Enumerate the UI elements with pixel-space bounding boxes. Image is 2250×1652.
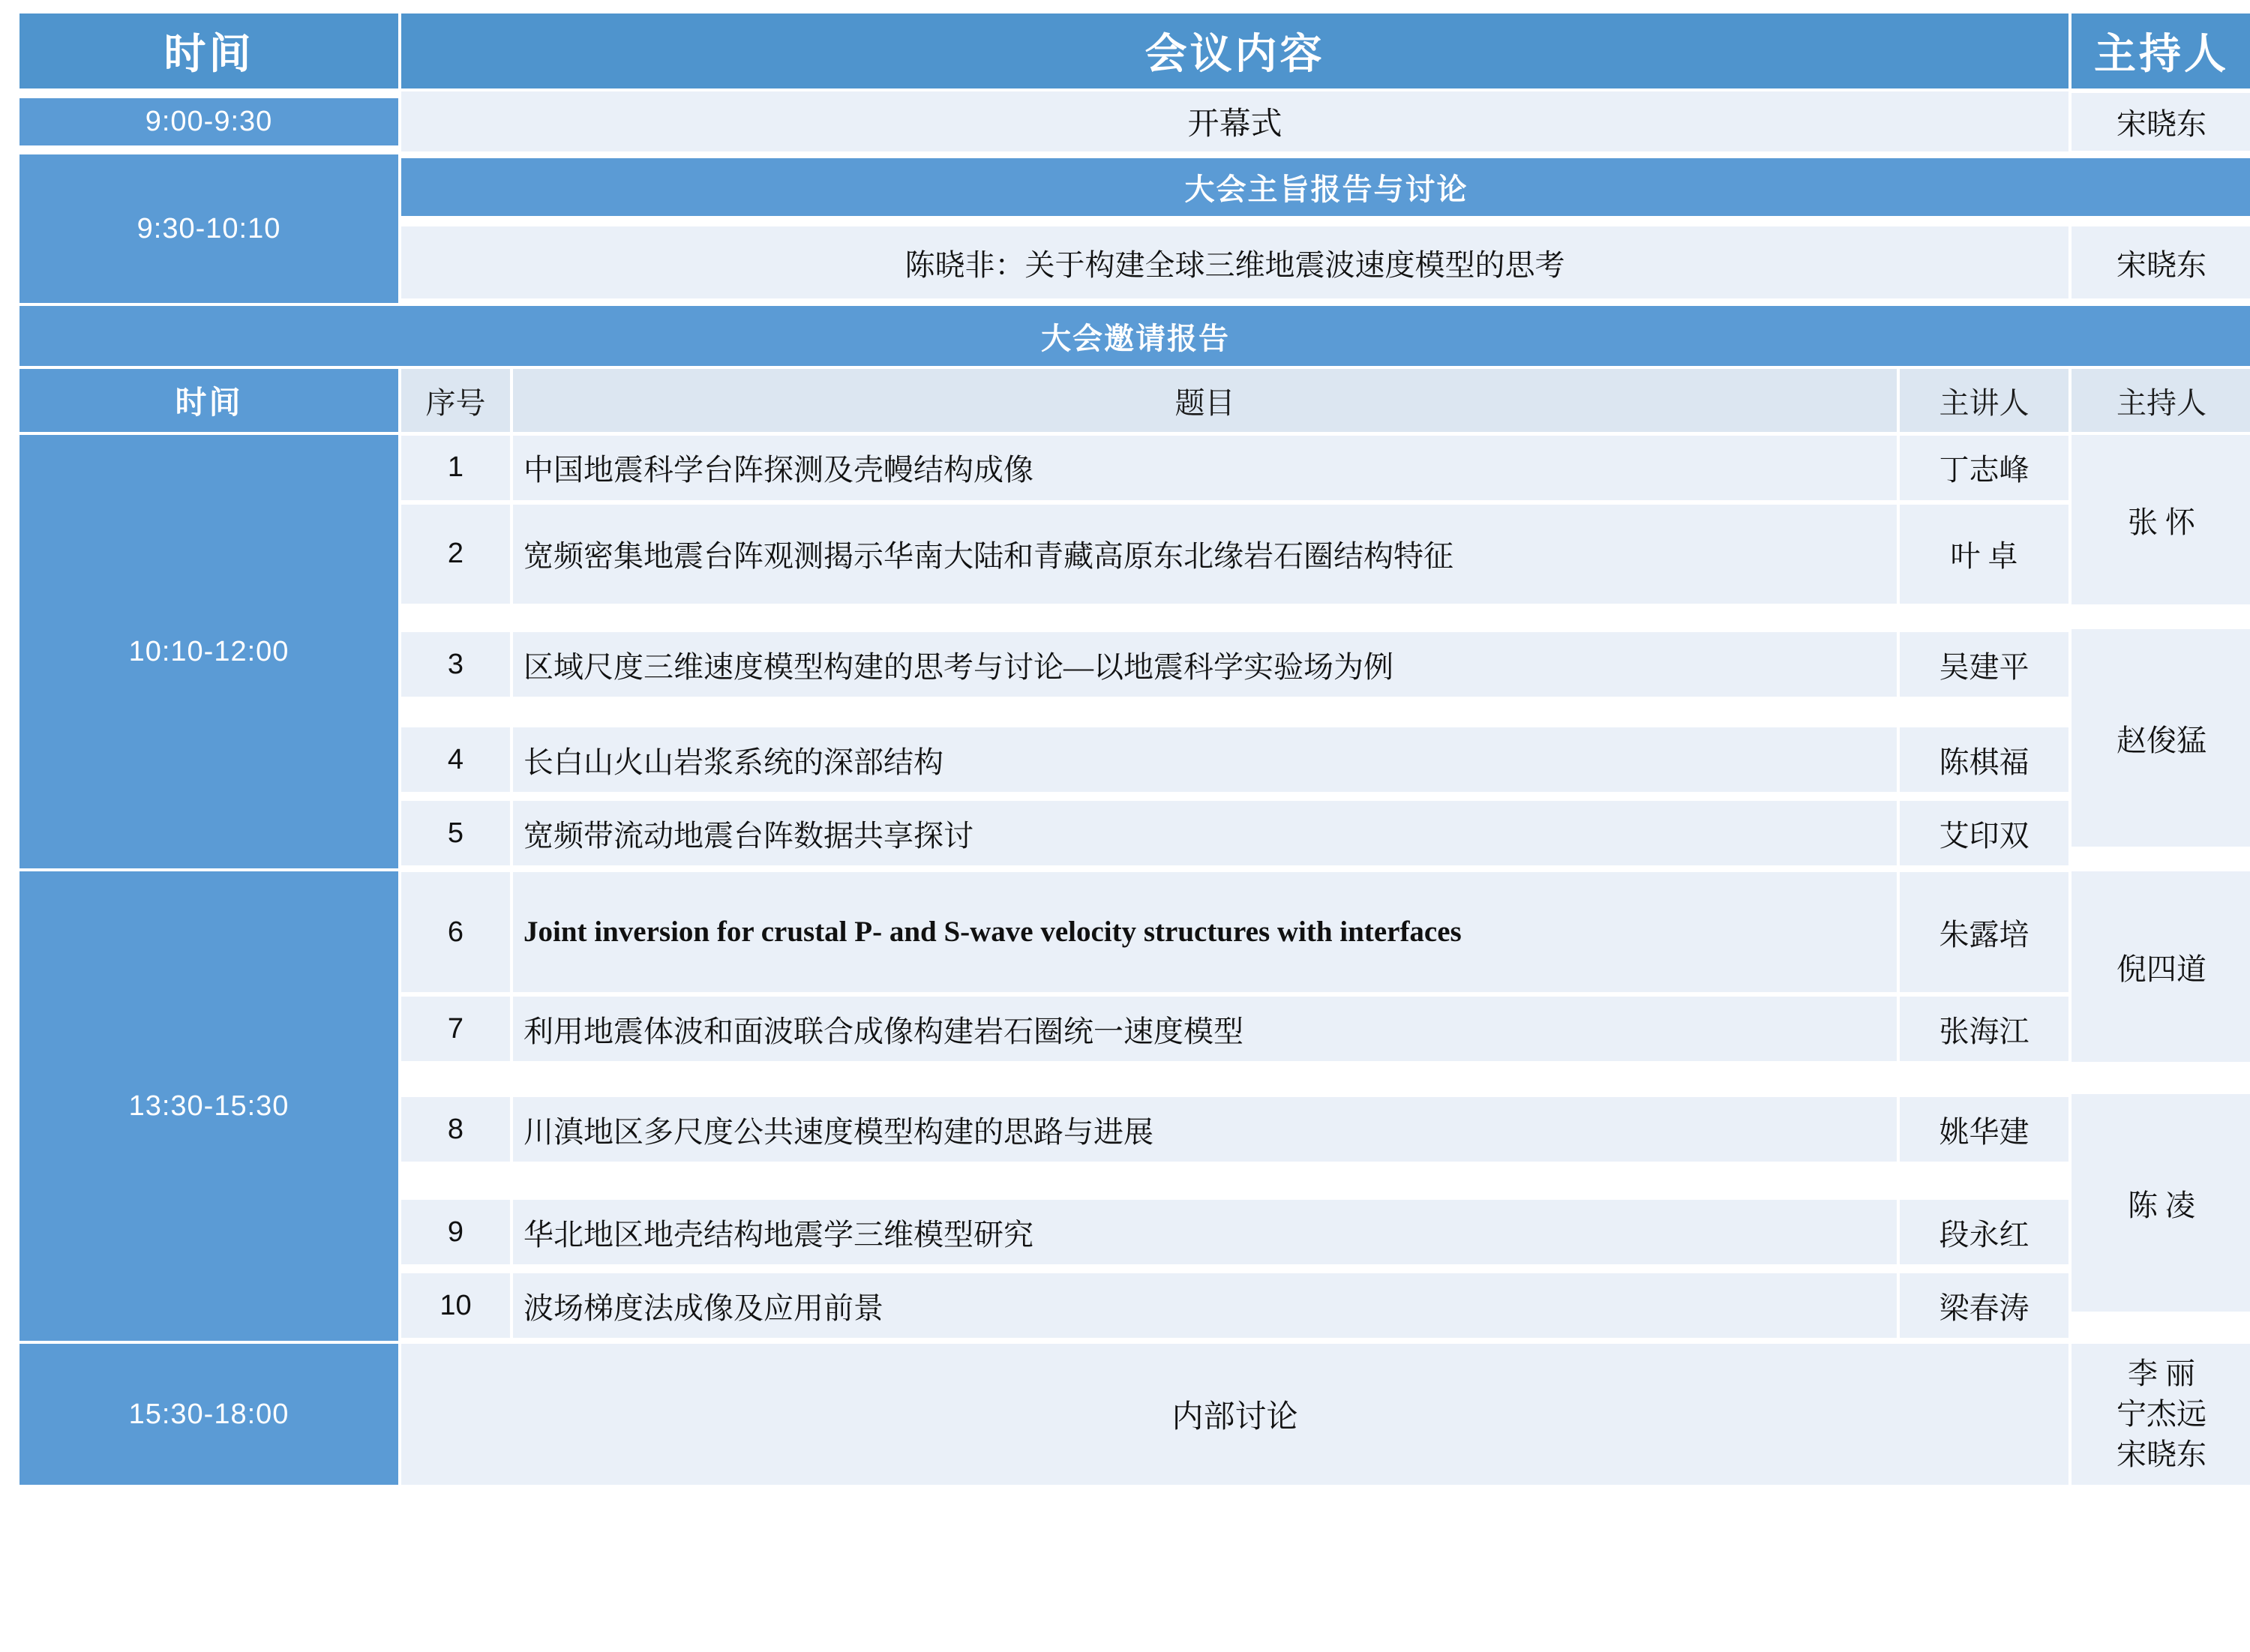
talk-index-cell <box>401 724 510 795</box>
afternoon-time: 13:30-15:30 <box>20 871 398 1341</box>
talk-title: 宽频密集地震台阵观测揭示华南大陆和青藏高原东北缘岩石圈结构特征 <box>513 505 1897 604</box>
row-opening <box>20 91 2250 151</box>
talk-speaker: 陈棋福 <box>1900 727 2068 792</box>
talk-title: Joint inversion for crustal P- and S-wave velocity structures with interfaces <box>513 872 1897 992</box>
invited-header-index: 序号 <box>401 369 510 432</box>
header-host-cell <box>2072 13 2250 88</box>
header-content-label: 会议内容 <box>401 13 2068 88</box>
keynote-time-cell <box>20 154 398 303</box>
talk-speaker: 朱露培 <box>1900 872 2068 992</box>
talk-index-cell <box>401 435 510 501</box>
discussion-host-3: 宋晓东 <box>2116 1438 2207 1471</box>
session-host-cell <box>2072 435 2250 604</box>
session-host-cell <box>2072 1065 2250 1341</box>
invited-header-index-cell <box>401 369 510 432</box>
talk-speaker-cell <box>1900 724 2068 795</box>
invited-header-time: 时间 <box>20 369 398 432</box>
talk-title: 华北地区地壳结构地震学三维模型研究 <box>513 1200 1897 1264</box>
agenda-table <box>16 10 2250 1488</box>
discussion-time-cell <box>20 1344 398 1485</box>
invited-header-host: 主持人 <box>2072 369 2250 432</box>
invited-header-speaker-cell <box>1900 369 2068 432</box>
discussion-hosts <box>2072 1344 2250 1485</box>
talk-speaker-cell <box>1900 435 2068 501</box>
session-host-afternoon-a: 倪四道 <box>2072 871 2250 1062</box>
afternoon-time-cell <box>20 871 398 1341</box>
talk-index: 5 <box>401 801 510 865</box>
talk-index: 3 <box>401 632 510 697</box>
row-invited-band <box>20 306 2250 366</box>
session-host-morning-b: 赵俊猛 <box>2072 629 2250 847</box>
talk-speaker-cell <box>1900 607 2068 721</box>
talk-speaker-cell <box>1900 798 2068 868</box>
opening-time: 9:00-9:30 <box>20 98 398 145</box>
talk-title-cell <box>513 871 1897 994</box>
talk-index-cell <box>401 798 510 868</box>
header-time-cell <box>20 13 398 88</box>
keynote-time: 9:30-10:10 <box>20 154 398 303</box>
table-row <box>20 871 2250 994</box>
morning-time-cell <box>20 435 398 868</box>
discussion-host-2: 宁杰远 <box>2116 1397 2207 1431</box>
talk-speaker-cell <box>1900 997 2068 1062</box>
opening-host: 宋晓东 <box>2072 93 2250 151</box>
row-invited-header <box>20 369 2250 432</box>
talk-index-cell <box>401 871 510 994</box>
invited-header-speaker: 主讲人 <box>1900 369 2068 432</box>
talk-title: 川滇地区多尺度公共速度模型构建的思路与进展 <box>513 1097 1897 1162</box>
opening-time-cell <box>20 91 398 151</box>
talk-speaker: 丁志峰 <box>1900 436 2068 500</box>
talk-title-cell <box>513 1065 1897 1194</box>
header-content-cell <box>401 13 2068 88</box>
talk-title-cell <box>513 1197 1897 1267</box>
invited-band-cell <box>20 306 2250 366</box>
talk-index-cell <box>401 1197 510 1267</box>
talk-speaker: 吴建平 <box>1900 632 2068 697</box>
talk-index: 2 <box>401 505 510 604</box>
invited-header-title-cell <box>513 369 1897 432</box>
talk-speaker: 梁春涛 <box>1900 1273 2068 1338</box>
invited-header-host-cell <box>2072 369 2250 432</box>
keynote-band-cell <box>401 154 2250 219</box>
invited-header-time-cell <box>20 369 398 432</box>
keynote-band-label: 大会主旨报告与讨论 <box>401 158 2250 216</box>
invited-band-label: 大会邀请报告 <box>20 306 2250 366</box>
opening-title: 开幕式 <box>401 91 2068 151</box>
opening-title-cell <box>401 91 2068 151</box>
talk-title: 波场梯度法成像及应用前景 <box>513 1273 1897 1338</box>
header-host-label: 主持人 <box>2072 13 2250 88</box>
talk-index-cell <box>401 997 510 1062</box>
talk-index-cell <box>401 607 510 721</box>
talk-speaker-cell <box>1900 504 2068 604</box>
talk-index: 6 <box>401 872 510 992</box>
keynote-title: 陈晓非：关于构建全球三维地震波速度模型的思考 <box>401 226 2068 298</box>
talk-title-cell <box>513 997 1897 1062</box>
keynote-host-cell <box>2072 222 2250 303</box>
talk-speaker-cell <box>1900 1065 2068 1194</box>
morning-time: 10:10-12:00 <box>20 435 398 868</box>
opening-host-cell <box>2072 91 2250 151</box>
talk-index-cell <box>401 504 510 604</box>
table-row <box>20 435 2250 501</box>
talk-index-cell <box>401 1065 510 1194</box>
talk-speaker-cell <box>1900 871 2068 994</box>
talk-speaker-cell <box>1900 1270 2068 1341</box>
table-header-row <box>20 13 2250 88</box>
talk-index: 8 <box>401 1097 510 1162</box>
talk-title: 中国地震科学台阵探测及壳幔结构成像 <box>513 436 1897 500</box>
talk-index: 4 <box>401 727 510 792</box>
talk-title-cell <box>513 724 1897 795</box>
discussion-host-cell <box>2072 1344 2250 1485</box>
discussion-title: 内部讨论 <box>401 1344 2068 1485</box>
talk-index-cell <box>401 1270 510 1341</box>
talk-title: 区域尺度三维速度模型构建的思考与讨论—以地震科学实验场为例 <box>513 632 1897 697</box>
row-keynote-band <box>20 154 2250 219</box>
talk-title-cell <box>513 798 1897 868</box>
talk-title-cell <box>513 607 1897 721</box>
header-time-label: 时间 <box>20 13 398 88</box>
talk-speaker-cell <box>1900 1197 2068 1267</box>
talk-index: 7 <box>401 997 510 1061</box>
discussion-title-cell <box>401 1344 2068 1485</box>
talk-title: 长白山火山岩浆系统的深部结构 <box>513 727 1897 792</box>
talk-speaker: 段永红 <box>1900 1200 2068 1264</box>
session-host-afternoon-b: 陈 凌 <box>2072 1094 2250 1312</box>
session-host-cell <box>2072 607 2250 868</box>
talk-title-cell <box>513 1270 1897 1341</box>
talk-title: 宽频带流动地震台阵数据共享探讨 <box>513 801 1897 865</box>
talk-index: 1 <box>401 436 510 500</box>
talk-speaker: 姚华建 <box>1900 1097 2068 1162</box>
keynote-host: 宋晓东 <box>2072 226 2250 298</box>
invited-header-title: 题目 <box>513 369 1897 432</box>
talk-title-cell <box>513 435 1897 501</box>
discussion-time: 15:30-18:00 <box>20 1344 398 1485</box>
talk-title: 利用地震体波和面波联合成像构建岩石圈统一速度模型 <box>513 997 1897 1061</box>
talk-speaker: 艾印双 <box>1900 801 2068 865</box>
row-discussion <box>20 1344 2250 1485</box>
talk-index: 9 <box>401 1200 510 1264</box>
session-host-morning-a: 张 怀 <box>2072 435 2250 604</box>
talk-title-cell <box>513 504 1897 604</box>
talk-speaker: 张海江 <box>1900 997 2068 1061</box>
session-host-cell <box>2072 871 2250 1062</box>
keynote-title-cell <box>401 222 2068 303</box>
talk-index: 10 <box>401 1273 510 1338</box>
talk-speaker: 叶 卓 <box>1900 505 2068 604</box>
discussion-host-1: 李 丽 <box>2128 1357 2196 1390</box>
